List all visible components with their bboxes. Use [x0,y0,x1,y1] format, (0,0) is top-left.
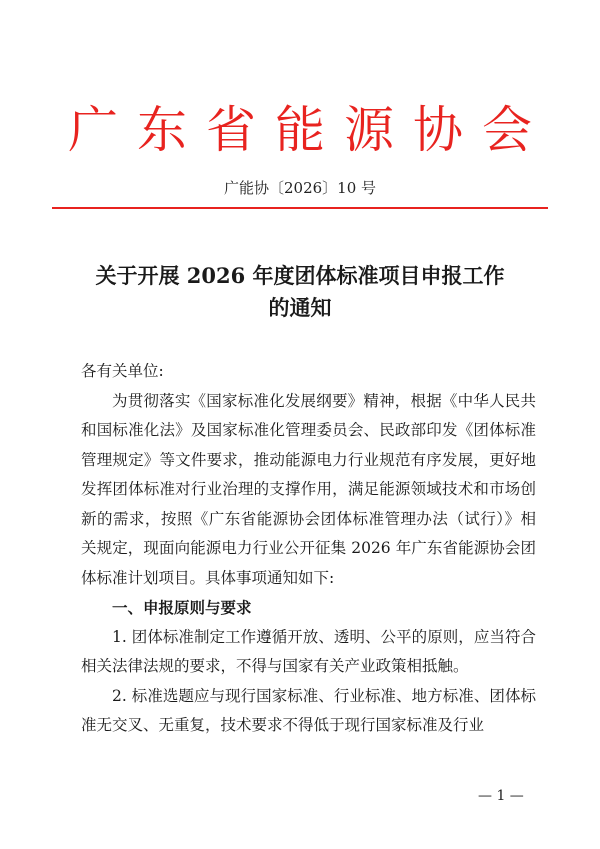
org-name-header: 广东省能源协会 [68,101,551,159]
salutation: 各有关单位: [81,362,164,380]
document-body [81,357,536,741]
section-heading-1: 一、申报原则与要求 [112,598,252,617]
requirement-item-1: 1. 团体标准制定工作遵循开放、透明、公平的原则，应当符合相关法律法规的要求，不得与国家有关产业政策相抵触。 [81,627,536,675]
red-divider-line [52,207,548,209]
intro-paragraph: 为贯彻落实《国家标准化发展纲要》精神，根据《中华人民共和国标准化法》及国家标准化管理委员会、民政部印发《团体标准管理规定》等文件要求，推动能源电力行业规范有序发展，更好地发挥团体标准对行业治理的支撑作用，满足能源领域技术和市场创新的需求，按照《广东省能源协会团体标准管理办法（试行）》相关规定，现面向能源电力行业公开征集 2026 年广东省能源协会团体标准计划项目。具体事项通知如下: [81,391,536,587]
document-number: 广能协〔2026〕10 号 [223,179,377,197]
requirement-item-2: 2. 标准选题应与现行国家标准、行业标准、地方标准、团体标准无交叉、无重复，技术要求不得低于现行国家标准及行业 [81,686,536,734]
document-title [60,260,540,324]
page-number: — 1 — [478,788,524,804]
title-line-2: 的通知 [268,295,332,320]
title-line-1: 关于开展 2026 年度团体标准项目申报工作 [95,263,505,288]
